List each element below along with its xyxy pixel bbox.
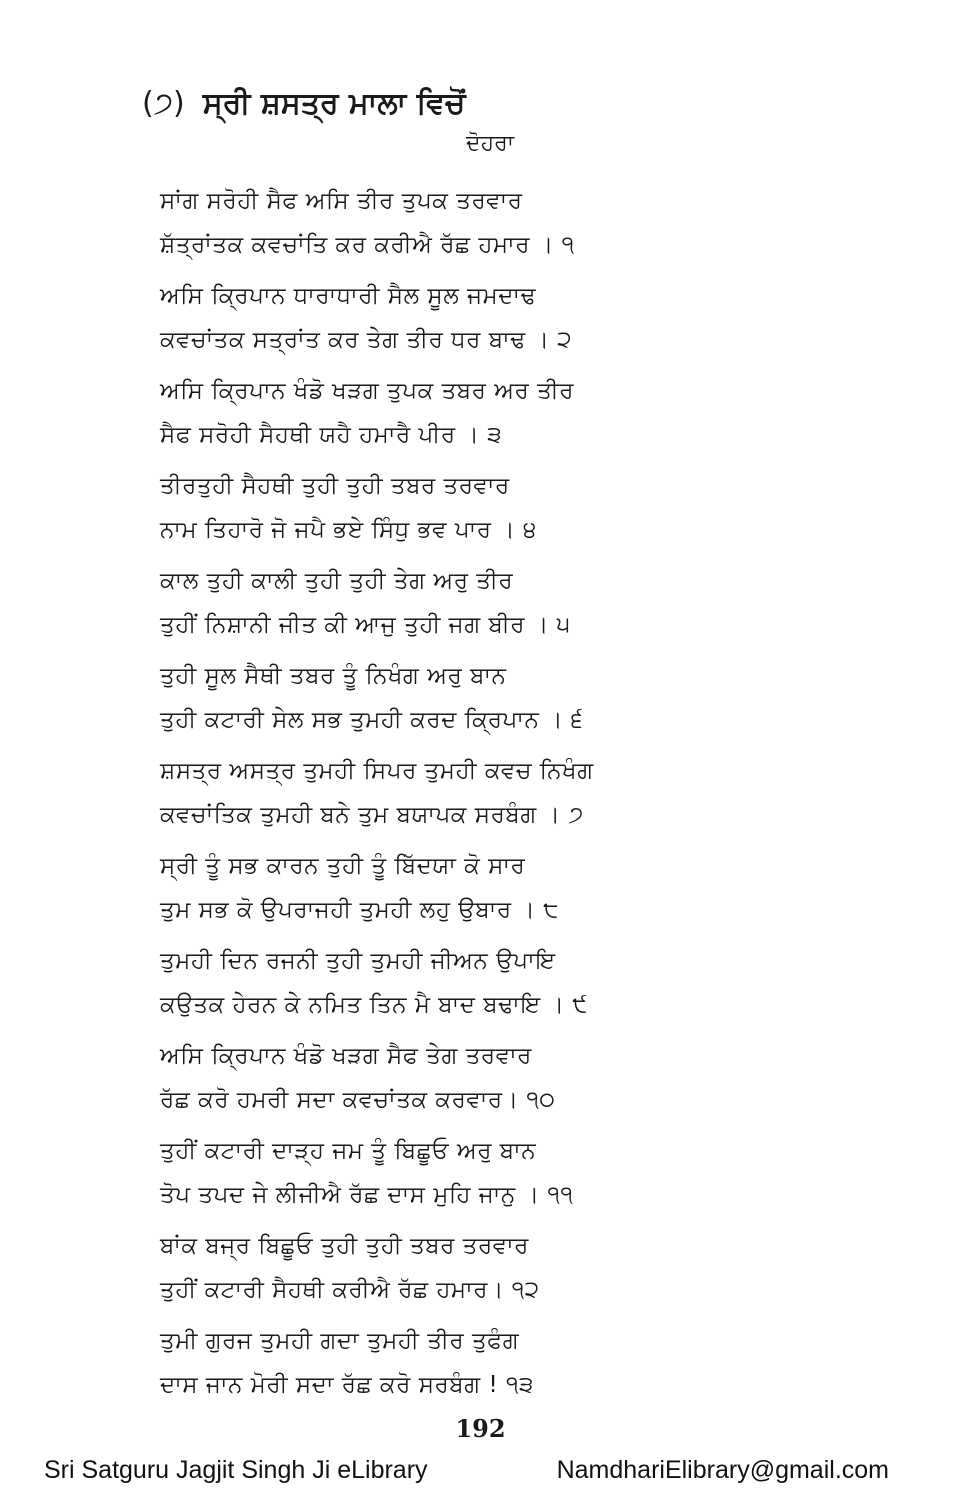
section-title: ਸ੍ਰੀ ਸ਼ਸਤ੍ਰ ਮਾਲਾ ਵਿਚੋਂ: [202, 86, 466, 121]
verse-line: ਤੁਮੀ ਗੁਰਜ ਤੁਮਹੀ ਗਦਾ ਤੁਮਹੀ ਤੀਰ ਤੁਫੰਗ: [160, 1328, 520, 1354]
verse-line: ਤੋਪ ਤਪਦ ਜੇ ਲੀਜੀਐ ਰੱਛ ਦਾਸ ਮੁਹਿ ਜਾਨੁ । ੧੧: [160, 1181, 574, 1208]
verse-line: ਤੁਹੀ ਕਟਾਰੀ ਸੇਲ ਸਭ ਤੁਮਹੀ ਕਰਦ ਕ੍ਰਿਪਾਨ । ੬: [160, 706, 584, 733]
verse-line: ਰੱਛ ਕਰੋ ਹਮਰੀ ਸਦਾ ਕਵਚਾਂਤਕ ਕਰਵਾਰ। ੧੦: [160, 1086, 556, 1113]
verse-line: ਤੁਹੀਂ ਕਟਾਰੀ ਸੈਹਥੀ ਕਰੀਐ ਰੱਛ ਹਮਾਰ। ੧੨: [160, 1276, 540, 1303]
verse-line: ਕਾਲ ਤੁਹੀ ਕਾਲੀ ਤੁਹੀ ਤੁਹੀ ਤੇਗ ਅਰੁ ਤੀਰ: [160, 568, 514, 594]
verse-line: ਸੈਫ ਸਰੋਹੀ ਸੈਹਥੀ ਯਹੈ ਹਮਾਰੈ ਪੀਰ । ੩: [160, 421, 503, 448]
verse-line: ਤੁਮਹੀ ਦਿਨ ਰਜਨੀ ਤੁਹੀ ਤੁਮਹੀ ਜੀਅਨ ਉਪਾਇ: [160, 948, 556, 974]
verse-line: ਦਾਸ ਜਾਨ ਮੋਰੀ ਸਦਾ ਰੱਛ ਕਰੋ ਸਰਬੰਗ ! ੧੩: [160, 1371, 534, 1398]
verse-couplet: [160, 1130, 720, 1217]
verse-couplet: [160, 940, 720, 1027]
page-number: 192: [455, 1414, 506, 1443]
verse-couplet: [160, 370, 720, 457]
verse-form-label: ਦੋਹਰਾ: [466, 131, 515, 156]
footer-library-name: Sri Satguru Jagjit Singh Ji eLibrary: [44, 1456, 428, 1484]
verse-line: ਅਸਿ ਕ੍ਰਿਪਾਨ ਖੰਡੋ ਖੜਗ ਤੁਪਕ ਤਬਰ ਅਰ ਤੀਰ: [160, 378, 574, 404]
verse-line: ਸ਼ੱਤ੍ਰਾਂਤਕ ਕਵਚਾਂਤਿ ਕਰ ਕਰੀਐ ਰੱਛ ਹਮਾਰ । ੧: [160, 231, 575, 258]
verse-line: ਸ਼ਸਤ੍ਰ ਅਸਤ੍ਰ ਤੁਮਹੀ ਸਿਪਰ ਤੁਮਹੀ ਕਵਚ ਨਿਖੰਗ: [160, 758, 594, 784]
verse-line: ਬਾਂਕ ਬਜ੍ਰ ਬਿਛੂਓ ਤੁਹੀ ਤੁਹੀ ਤਬਰ ਤਰਵਾਰ: [160, 1233, 529, 1259]
verse-line: ਸ੍ਰੀ ਤੂੰ ਸਭ ਕਾਰਨ ਤੁਹੀ ਤੂੰ ਬਿੱਦਯਾ ਕੋ ਸਾਰ: [160, 853, 526, 879]
verse-couplet: [160, 465, 720, 552]
section-number: (੭): [142, 86, 185, 121]
verse-couplet: [160, 1035, 720, 1122]
verse-list: [160, 180, 720, 1415]
verse-couplet: [160, 1225, 720, 1312]
verse-line: ਤੀਰਤੁਹੀ ਸੈਹਥੀ ਤੁਹੀ ਤੁਹੀ ਤਬਰ ਤਰਵਾਰ: [160, 473, 510, 499]
verse-line: ਨਾਮ ਤਿਹਾਰੋ ਜੋ ਜਪੈ ਭਏ ਸਿੰਧੁ ਭਵ ਪਾਰ । ੪: [160, 516, 537, 543]
verse-couplet: [160, 560, 720, 647]
verse-couplet: [160, 655, 720, 742]
verse-line: ਅਸਿ ਕ੍ਰਿਪਾਨ ਖੰਡੋ ਖੜਗ ਸੈਫ ਤੇਗ ਤਰਵਾਰ: [160, 1043, 532, 1069]
verse-line: ਤੁਹੀ ਸੂਲ ਸੈਥੀ ਤਬਰ ਤੂੰ ਨਿਖੰਗ ਅਰੁ ਬਾਨ: [160, 663, 507, 689]
verse-line: ਤੁਮ ਸਭ ਕੋ ਉਪਰਾਜਹੀ ਤੁਮਹੀ ਲਹੁ ਉਬਾਰ । ੮: [160, 896, 559, 923]
verse-line: ਤੁਹੀਂ ਨਿਸ਼ਾਨੀ ਜੀਤ ਕੀ ਆਜੁ ਤੁਹੀ ਜਗ ਬੀਰ । ੫: [160, 611, 571, 638]
verse-couplet: [160, 180, 720, 267]
verse-couplet: [160, 845, 720, 932]
verse-line: ਅਸਿ ਕ੍ਰਿਪਾਨ ਧਾਰਾਧਾਰੀ ਸੈਲ ਸੂਲ ਜਮਦਾਢ: [160, 283, 537, 309]
verse-line: ਤੁਹੀਂ ਕਟਾਰੀ ਦਾੜ੍ਹ ਜਮ ਤੂੰ ਬਿਛੂਓ ਅਰੁ ਬਾਨ: [160, 1138, 537, 1164]
verse-couplet: [160, 750, 720, 837]
verse-line: ਸਾਂਗ ਸਰੋਹੀ ਸੈਫ ਅਸਿ ਤੀਰ ਤੁਪਕ ਤਰਵਾਰ: [160, 188, 523, 214]
verse-couplet: [160, 275, 720, 362]
verse-line: ਕਵਚਾਂਤਕ ਸਤ੍ਰਾਂਤ ਕਰ ਤੇਗ ਤੀਰ ਧਰ ਬਾਢ । ੨: [160, 326, 573, 353]
verse-couplet: [160, 1320, 720, 1407]
verse-line: ਕਵਚਾਂਤਿਕ ਤੁਮਹੀ ਬਨੇ ਤੁਮ ਬਯਾਪਕ ਸਰਬੰਗ । ੭: [160, 801, 584, 828]
footer-email: NamdhariElibrary@gmail.com: [556, 1456, 889, 1484]
section-heading: [142, 86, 465, 121]
verse-line: ਕਉਤਕ ਹੇਰਨ ਕੇ ਨਮਿਤ ਤਿਨ ਮੈ ਬਾਦ ਬਢਾਇ । ੯: [160, 991, 588, 1018]
